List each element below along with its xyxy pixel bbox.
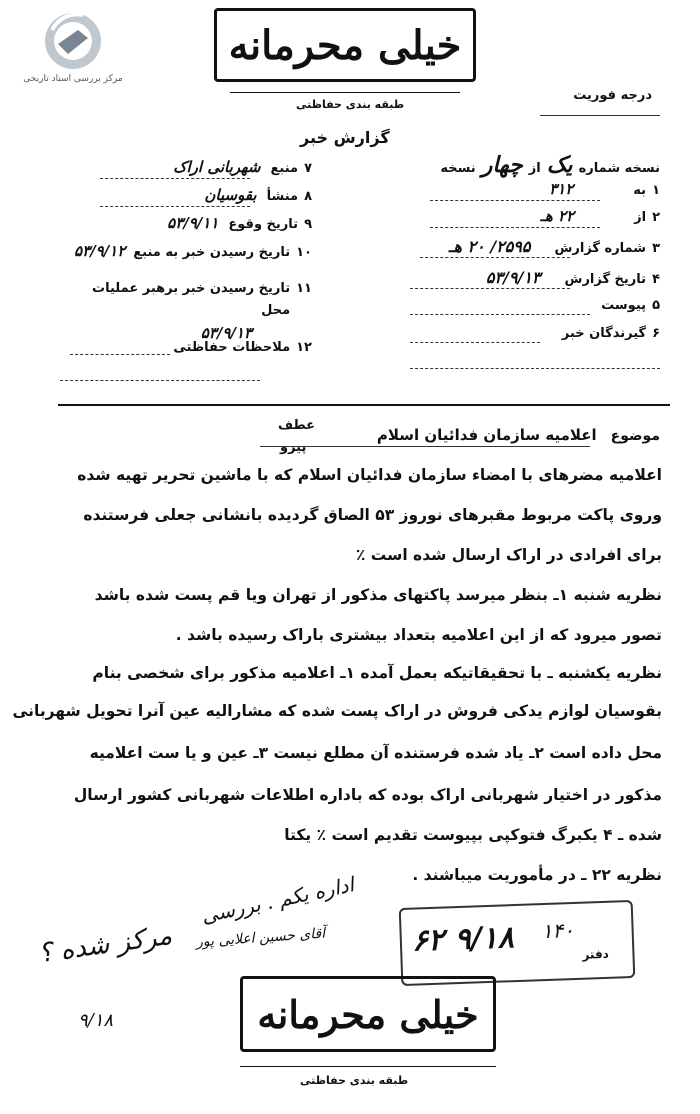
right-field-6-line	[410, 342, 540, 343]
copy-number-row	[360, 152, 660, 178]
left-field-12	[173, 340, 312, 355]
field-label: منشأ	[266, 189, 299, 204]
field-number: ۱	[652, 183, 660, 198]
subject-label: موضوع	[610, 428, 660, 444]
field-value: ۲۲ هـ	[540, 207, 575, 225]
right-field-6	[562, 326, 660, 341]
bottom-stamp-underline	[240, 1066, 496, 1067]
field-number: ۳	[652, 241, 660, 256]
body-line: نظریه یکشنبه ـ با تحقیقاتیکه بعمل آمده ۱ـ اعلامیه مذکور برای شخصی بنام	[92, 664, 662, 682]
right-field-5-line	[410, 314, 590, 315]
right-field-4	[486, 268, 660, 287]
right-field-3	[449, 237, 660, 256]
top-stamp-underline	[230, 92, 460, 93]
field-label: پیوست	[601, 298, 647, 313]
left-field-12-line-2	[60, 380, 260, 381]
handwritten-question-note: مرکز شده ؟	[36, 920, 174, 970]
report-title: گزارش خبر	[300, 128, 390, 147]
field-number: ۵	[652, 298, 660, 313]
copy-number-value: یک	[546, 152, 573, 178]
right-field-5	[601, 298, 660, 313]
subject-row	[377, 426, 660, 444]
field-value: ۵۳/۹/۱۱	[167, 214, 219, 232]
right-field-2	[540, 207, 660, 225]
body-line: نظریه ۲۲ ـ در مأموریت میباشند .	[412, 866, 662, 884]
date-stamp-right: دفتر	[582, 946, 610, 962]
field-value: بقوسیان	[204, 186, 257, 204]
left-field-10	[74, 242, 312, 260]
field-number: ۱۰	[296, 245, 312, 260]
left-field-8-line	[100, 206, 250, 207]
right-field-6-line-2	[410, 368, 660, 369]
subject-value: اعلامیه سازمان فدائیان اسلام	[376, 426, 597, 444]
handwritten-assignee-note: آقای حسین اعلایی پور	[195, 925, 326, 951]
handwritten-initials: ۹/۱۸	[78, 1010, 114, 1031]
field-value: ۵۳/۹/۱۳	[485, 268, 541, 287]
date-stamp-center: ۶۲ ۹/۱۸	[411, 920, 515, 959]
copy-of-value: چهار	[481, 152, 523, 178]
field-number: ۸	[304, 189, 312, 204]
date-stamp-left: ۱۴۰	[541, 918, 575, 944]
field-value: ۵۳/۹/۱۳	[200, 324, 252, 342]
field-value: شهربانی اراک	[173, 158, 261, 176]
field-number: ۴	[652, 272, 660, 287]
left-field-7-line	[100, 178, 250, 179]
field-number: ۷	[304, 161, 312, 176]
body-line: محل داده است ۲ـ یاد شده فرستنده آن مطلع نیست ۳ـ عین و یا ست اعلامیه	[89, 744, 662, 762]
field-label: تاریخ رسیدن خبر به منبع	[133, 245, 291, 260]
field-number: ۱۲	[296, 340, 312, 355]
field-label: به	[633, 183, 647, 198]
archive-logo-text: مرکز بررسی اسناد تاریخی	[23, 74, 123, 84]
right-field-1-line	[430, 200, 600, 201]
field-label: شماره گزارش	[554, 241, 647, 256]
subject-line	[260, 446, 590, 447]
field-label: ملاحظات حفاظتی	[173, 340, 291, 355]
field-number: ۶	[652, 326, 660, 341]
field-label: تاریخ رسیدن خبر برهبر عملیات محل	[92, 281, 291, 318]
left-field-9	[167, 214, 312, 232]
header-separator	[58, 404, 670, 406]
field-label: تاریخ گزارش	[564, 272, 647, 287]
right-field-4-line	[410, 288, 570, 289]
body-line: وروی پاکت مربوط مقبرهای نوروز ۵۳ الصاق گردیده بانشانی جعلی فرستنده	[83, 506, 662, 524]
field-value: ۵۳/۹/۱۲	[74, 242, 126, 260]
left-field-11	[52, 278, 312, 344]
copy-number-label: نسخه شماره	[578, 161, 660, 176]
field-number: ۲	[652, 210, 660, 225]
body-line: تصور میرود که از این اعلامیه بتعداد بیشتری باراک رسیده باشد .	[175, 626, 662, 644]
right-field-3-line	[420, 257, 570, 258]
copy-of-label: از	[528, 161, 541, 176]
field-value: ۳۱۲	[549, 180, 574, 198]
archive-logo	[14, 10, 132, 84]
urgency-label: درجه فوریت	[573, 88, 652, 103]
field-number: ۱۱	[296, 281, 312, 296]
left-field-12-line	[70, 354, 170, 355]
bottom-classification-stamp	[240, 976, 496, 1052]
atf-label: عطف	[278, 418, 316, 433]
field-label: منبع	[270, 161, 299, 176]
archive-logo-icon	[38, 10, 108, 72]
handwritten-dept-note: اداره یکم . بررسی	[199, 872, 357, 928]
body-line: نظریه شنبه ۱ـ بنظر میرسد پاکتهای مذکور از تهران ویا قم پست شده باشد	[94, 586, 662, 604]
urgency-line	[540, 115, 660, 116]
right-field-2-line	[430, 227, 600, 228]
field-label: از	[634, 210, 647, 225]
bottom-stamp-text: خیلی محرمانه	[257, 991, 479, 1037]
body-line: بقوسیان لوازم یدکی فروش در اراک پست شده که مشارالیه عین آنرا تحویل شهربانی	[12, 702, 662, 720]
right-field-1	[549, 180, 660, 198]
top-classification-stamp	[214, 8, 476, 82]
left-field-7	[173, 158, 312, 176]
top-stamp-text: خیلی محرمانه	[228, 21, 462, 69]
body-line: اعلامیه مضرهای با امضاء سازمان فدائیان اسلام که با ماشین تحریر تهیه شده	[77, 466, 662, 484]
body-line: شده ـ ۴ یکبرگ فتوکپی بپیوست تقدیم است ٪ یکتا	[284, 826, 662, 844]
field-value: ۲۵۹۵/ ۲۰ هـ	[448, 237, 531, 256]
left-field-8	[204, 186, 312, 204]
bottom-classification-label: طبقه بندی حفاظتی	[300, 1074, 409, 1087]
copy-suffix: نسخه	[440, 161, 476, 176]
field-number: ۹	[304, 217, 312, 232]
receipt-date-stamp	[399, 900, 636, 986]
body-line: برای افرادی در اراک ارسال شده است ٪	[355, 546, 662, 564]
field-label: گیرندگان خبر	[561, 326, 647, 341]
body-line: مذکور در اختیار شهربانی اراک بوده که باداره اطلاعات شهربانی کشور ارسال	[73, 786, 662, 804]
classification-label: طبقه بندی حفاظتی	[296, 98, 405, 111]
field-label: تاریخ وقوع	[228, 217, 299, 232]
peyro-label: پیرو	[280, 440, 307, 455]
